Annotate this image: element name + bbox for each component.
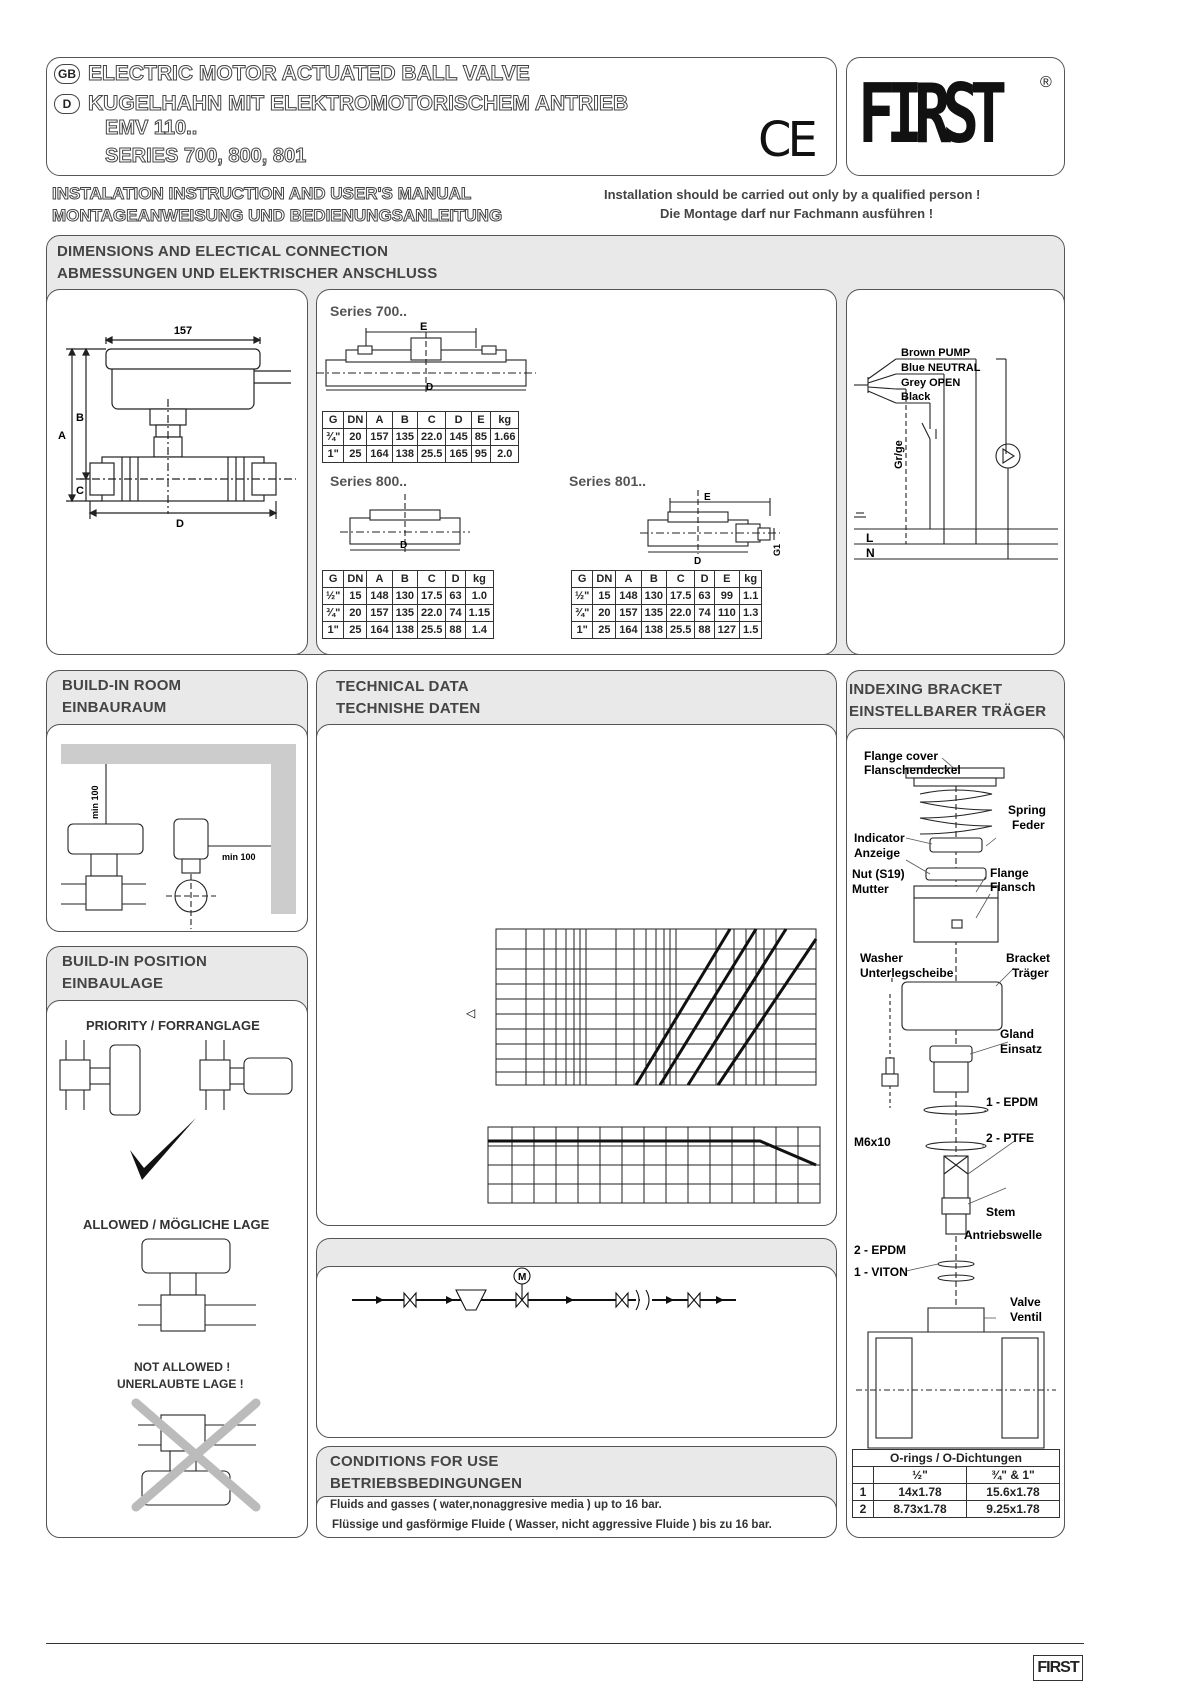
part-ventil: Ventil xyxy=(1010,1310,1043,1324)
part-stem: Stem xyxy=(986,1205,1016,1219)
table-cell: ½" xyxy=(323,588,344,605)
table-header-cell: G xyxy=(323,412,344,429)
table-cell: 88 xyxy=(695,622,714,639)
table-header-row xyxy=(323,571,494,588)
table-cell: 1.0 xyxy=(465,588,493,605)
part-nut: Nut (S19) xyxy=(852,867,905,881)
conditions-title-en: CONDITIONS FOR USE xyxy=(330,1453,499,1470)
technical-title-en: TECHNICAL DATA xyxy=(336,678,469,695)
title-en: ELECTRIC MOTOR ACTUATED BALL VALVE xyxy=(88,62,530,85)
not-allowed-de: UNERLAUBTE LAGE ! xyxy=(117,1377,244,1391)
manual-title-de: MONTAGEANWEISUNG UND BEDIENUNGSANLEITUNG xyxy=(52,206,503,225)
indexing-title-en: INDEXING BRACKET xyxy=(849,681,1003,698)
series-800-drawing xyxy=(340,492,470,562)
table-cell: 25.5 xyxy=(667,622,695,639)
s800-dim-d: D xyxy=(400,540,408,551)
build-room-title-en: BUILD-IN ROOM xyxy=(62,677,182,694)
allowed-drawing xyxy=(46,1235,308,1345)
part-m6x10: M6x10 xyxy=(854,1135,891,1149)
wire-brown: Brown PUMP xyxy=(901,347,971,359)
table-cell: 164 xyxy=(616,622,641,639)
part-gland: Gland xyxy=(1000,1027,1035,1041)
table-cell: 157 xyxy=(616,605,641,622)
table-header-cell: C xyxy=(418,571,446,588)
priority-drawings xyxy=(46,1040,308,1190)
table-cell: 1" xyxy=(323,446,344,463)
build-room-drawing xyxy=(46,724,308,932)
table-cell: 17.5 xyxy=(667,588,695,605)
table-cell: 99 xyxy=(714,588,739,605)
part-bracket: Bracket xyxy=(1006,951,1051,965)
series-801-drawing xyxy=(640,488,790,568)
brand-registered: ® xyxy=(1040,74,1052,91)
table-cell: 74 xyxy=(695,605,714,622)
not-allowed-drawing xyxy=(46,1395,308,1515)
orings-col-3-4-1: ¾" & 1" xyxy=(967,1467,1060,1484)
chart-marker: ◁ xyxy=(466,1006,476,1020)
table-cell: 15 xyxy=(593,588,616,605)
table-header-row xyxy=(323,412,519,429)
build-position-title-en: BUILD-IN POSITION xyxy=(62,953,208,970)
table-cell: 1.5 xyxy=(740,622,762,639)
orings-row: 1 14x1.78 15.6x1.78 xyxy=(853,1484,1060,1501)
dim-a: A xyxy=(58,430,66,442)
conditions-title-de: BETRIEBSBEDINGUNGEN xyxy=(330,1475,523,1492)
table-header-row xyxy=(572,571,762,588)
dimensions-title-en: DIMENSIONS AND ELECTICAL CONNECTION xyxy=(57,243,389,260)
table-cell: 145 xyxy=(446,429,471,446)
part-einsatz: Einsatz xyxy=(1000,1042,1043,1056)
part-mutter: Mutter xyxy=(852,882,889,896)
table-cell: 138 xyxy=(641,622,666,639)
table-header-cell: C xyxy=(418,412,446,429)
table-cell: 20 xyxy=(344,429,367,446)
table-cell: 25 xyxy=(344,446,367,463)
table-cell: 138 xyxy=(392,446,417,463)
table-header-cell: B xyxy=(392,412,417,429)
title-de: KUGELHAHN MIT ELEKTROMOTORISCHEM ANTRIEB xyxy=(88,92,629,115)
series-title: SERIES 700, 800, 801 xyxy=(105,145,307,167)
table-cell: 17.5 xyxy=(418,588,446,605)
table-cell: 148 xyxy=(616,588,641,605)
table-row xyxy=(323,622,494,639)
table-cell: 15 xyxy=(344,588,367,605)
table-header-cell: kg xyxy=(465,571,493,588)
brand-logo: FIRST xyxy=(858,67,999,162)
manual-title-en: INSTALATION INSTRUCTION AND USER'S MANUAL xyxy=(52,184,472,203)
table-header-cell: DN xyxy=(344,412,367,429)
table-cell: 1.1 xyxy=(740,588,762,605)
table-cell: 88 xyxy=(446,622,465,639)
table-header-cell: D xyxy=(446,571,465,588)
valve-dimension-drawing xyxy=(46,289,308,655)
part-flange-cover: Flange cover xyxy=(864,749,939,763)
series-800-table xyxy=(322,570,494,639)
wire-black: Black xyxy=(901,391,931,403)
build-position-title-de: EINBAULAGE xyxy=(62,975,164,992)
table-cell: 95 xyxy=(471,446,490,463)
part-viton-1: 1 - VITON xyxy=(854,1265,908,1279)
table-cell: ½" xyxy=(572,588,593,605)
table-header-cell: B xyxy=(641,571,666,588)
conditions-text-de: Flüssige und gasförmige Fluide ( Wasser, nicht aggressive Fluide ) bis zu 16 bar. xyxy=(332,1519,772,1531)
flow-chart-grid xyxy=(316,724,837,1226)
s801-dim-e: E xyxy=(704,492,711,503)
table-cell: 85 xyxy=(471,429,490,446)
table-header-cell: DN xyxy=(344,571,367,588)
table-cell: 164 xyxy=(367,446,392,463)
conditions-text-en: Fluids and gasses ( water,nonaggresive media ) up to 16 bar. xyxy=(330,1499,662,1511)
table-cell: ¾" xyxy=(323,605,344,622)
table-row xyxy=(323,588,494,605)
dim-d: D xyxy=(176,518,184,530)
table-header-cell: C xyxy=(667,571,695,588)
table-cell: 135 xyxy=(392,605,417,622)
table-header-cell: kg xyxy=(740,571,762,588)
series-800-title: Series 800.. xyxy=(330,473,408,489)
motor-label: M xyxy=(518,1272,527,1283)
part-indicator: Indicator xyxy=(854,831,905,845)
table-row xyxy=(323,429,519,446)
table-header-cell: A xyxy=(616,571,641,588)
ce-mark: CE xyxy=(758,112,814,168)
title-line-de xyxy=(54,92,628,116)
priority-label: PRIORITY / FORRANGLAGE xyxy=(86,1018,260,1033)
table-row xyxy=(572,622,762,639)
title-line-en xyxy=(54,62,530,86)
footer-logo: FIRST xyxy=(1033,1655,1083,1681)
table-cell: 1.3 xyxy=(740,605,762,622)
series-801-title: Series 801.. xyxy=(569,473,647,489)
table-cell: 135 xyxy=(392,429,417,446)
table-header-cell: DN xyxy=(593,571,616,588)
series-700-table xyxy=(322,411,519,463)
table-header-cell: G xyxy=(572,571,593,588)
table-header-cell: D xyxy=(446,412,471,429)
table-cell: 1" xyxy=(572,622,593,639)
table-cell: 20 xyxy=(344,605,367,622)
qualified-note-de: Die Montage darf nur Fachmann ausführen ! xyxy=(660,206,934,221)
table-row xyxy=(572,605,762,622)
dim-c: C xyxy=(76,485,84,497)
table-header-cell: E xyxy=(714,571,739,588)
table-cell: 25.5 xyxy=(418,622,446,639)
part-unterlegscheibe: Unterlegscheibe xyxy=(860,966,954,980)
table-row xyxy=(572,588,762,605)
part-anzeige: Anzeige xyxy=(854,846,901,860)
footer-rule xyxy=(46,1643,1084,1644)
part-epdm-2: 2 - EPDM xyxy=(854,1243,907,1257)
table-row xyxy=(323,446,519,463)
min-100-vertical: min 100 xyxy=(90,785,100,819)
table-cell: 2.0 xyxy=(491,446,519,463)
part-epdm-1: 1 - EPDM xyxy=(986,1095,1039,1109)
part-flansch: Flansch xyxy=(990,880,1036,894)
s801-dim-g1: G1 xyxy=(772,543,782,556)
dimensions-title-de: ABMESSUNGEN UND ELEKTRISCHER ANSCHLUSS xyxy=(57,265,438,282)
table-cell: 130 xyxy=(392,588,417,605)
table-header-cell: B xyxy=(392,571,417,588)
model-number: EMV 110.. xyxy=(105,117,198,139)
table-header-cell: D xyxy=(695,571,714,588)
qualified-note-en: Installation should be carried out only by a qualified person ! xyxy=(604,187,981,202)
part-traeger: Träger xyxy=(1012,966,1049,980)
part-feder: Feder xyxy=(1012,818,1045,832)
orings-blank xyxy=(853,1467,874,1484)
orings-col-half: ½" xyxy=(874,1467,967,1484)
table-cell: 25 xyxy=(344,622,367,639)
indexing-title-de: EINSTELLBARER TRÄGER xyxy=(849,703,1047,720)
series-700-drawing xyxy=(316,318,556,398)
table-cell: 157 xyxy=(367,605,392,622)
orings-row: 2 8.73x1.78 9.25x1.78 xyxy=(853,1501,1060,1518)
table-header-cell: E xyxy=(471,412,490,429)
part-ptfe-2: 2 - PTFE xyxy=(986,1131,1035,1145)
table-cell: 22.0 xyxy=(667,605,695,622)
table-cell: 148 xyxy=(367,588,392,605)
not-allowed-en: NOT ALLOWED ! xyxy=(134,1360,231,1374)
series-801-table xyxy=(571,570,762,639)
part-flange: Flange xyxy=(990,866,1029,880)
table-cell: 138 xyxy=(392,622,417,639)
wire-blue: Blue NEUTRAL xyxy=(901,362,981,374)
pipe-diagram xyxy=(316,1266,837,1438)
table-cell: 135 xyxy=(641,605,666,622)
table-header-cell: G xyxy=(323,571,344,588)
part-spring: Spring xyxy=(1008,803,1046,817)
indexing-exploded-view xyxy=(846,728,1065,1448)
table-cell: ¾" xyxy=(572,605,593,622)
table-header-cell: A xyxy=(367,412,392,429)
table-cell: 22.0 xyxy=(418,429,446,446)
s700-dim-d: D xyxy=(426,382,434,393)
lang-badge-gb: GB xyxy=(54,64,80,84)
part-valve: Valve xyxy=(1010,1295,1041,1309)
table-header-cell: A xyxy=(367,571,392,588)
orings-title: O-rings / O-Dichtungen xyxy=(853,1450,1060,1467)
table-cell: 22.0 xyxy=(418,605,446,622)
table-cell: 127 xyxy=(714,622,739,639)
table-cell: 25.5 xyxy=(418,446,446,463)
table-cell: 1.15 xyxy=(465,605,493,622)
line-l: L xyxy=(866,531,874,545)
part-antriebswelle: Antriebswelle xyxy=(964,1228,1043,1242)
wire-grey: Grey OPEN xyxy=(901,377,961,389)
table-cell: 20 xyxy=(593,605,616,622)
line-n: N xyxy=(866,546,875,560)
table-cell: 63 xyxy=(446,588,465,605)
table-cell: 165 xyxy=(446,446,471,463)
table-cell: 164 xyxy=(367,622,392,639)
min-100-horizontal: min 100 xyxy=(222,852,256,862)
table-cell: 25 xyxy=(593,622,616,639)
table-cell: 110 xyxy=(714,605,739,622)
allowed-label: ALLOWED / MÖGLICHE LAGE xyxy=(83,1217,270,1232)
table-cell: 74 xyxy=(446,605,465,622)
table-cell: 1.4 xyxy=(465,622,493,639)
build-room-title-de: EINBAURAUM xyxy=(62,699,167,716)
dim-157: 157 xyxy=(173,325,193,337)
table-cell: 157 xyxy=(367,429,392,446)
s801-dim-d: D xyxy=(694,556,702,567)
table-cell: ¾" xyxy=(323,429,344,446)
orings-table-wrap xyxy=(852,1449,1060,1518)
table-cell: 63 xyxy=(695,588,714,605)
dim-b: B xyxy=(76,412,84,424)
table-cell: 130 xyxy=(641,588,666,605)
table-cell: 1" xyxy=(323,622,344,639)
lang-badge-d: D xyxy=(54,94,80,114)
part-washer: Washer xyxy=(860,951,903,965)
wiring-diagram xyxy=(846,289,1065,655)
table-header-cell: kg xyxy=(491,412,519,429)
series-700-title: Series 700.. xyxy=(330,303,408,319)
wire-grge: Gr/ge xyxy=(893,440,905,469)
table-cell: 1.66 xyxy=(491,429,519,446)
part-flanschendeckel: Flanschendeckel xyxy=(864,763,961,777)
table-row xyxy=(323,605,494,622)
technical-title-de: TECHNISHE DATEN xyxy=(336,700,481,717)
orings-table xyxy=(852,1449,1060,1518)
s700-dim-e: E xyxy=(420,321,428,333)
